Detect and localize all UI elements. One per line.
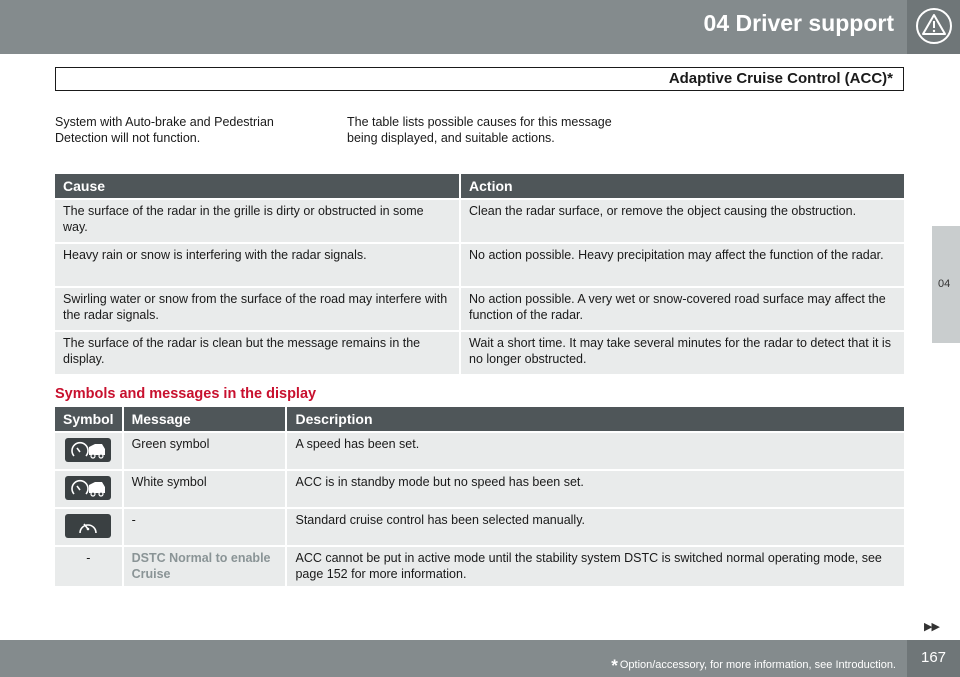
- symbol-cell: [55, 433, 122, 469]
- column-header-description: Description: [287, 407, 904, 431]
- message-cell: Green symbol: [124, 433, 286, 469]
- action-cell: Wait a short time. It may take several minutes for the radar to detect that it is no longer obstructed.: [461, 332, 904, 374]
- table-header-row: [55, 174, 904, 198]
- page-number-box: [907, 640, 960, 677]
- cause-cell: The surface of the radar is clean but the message remains in the display.: [55, 332, 459, 374]
- message-cell: -: [124, 509, 286, 545]
- action-cell: Clean the radar surface, or remove the object causing the obstruction.: [461, 200, 904, 242]
- symbol-cell: [55, 509, 122, 545]
- cruise-speedometer-icon: [65, 514, 111, 538]
- footnote-text: Option/accessory, for more information, see Introduction.: [619, 659, 896, 671]
- chapter-side-tab[interactable]: [932, 226, 960, 343]
- column-header-message: Message: [124, 407, 286, 431]
- symbol-dash: -: [86, 551, 91, 565]
- acc-car-speedometer-icon: [65, 476, 111, 500]
- symbol-cell: [55, 471, 122, 507]
- message-cell: DSTC Normal to enable Cruise: [124, 547, 286, 586]
- cause-cell: The surface of the radar in the grille is dirty or obstructed in some way.: [55, 200, 459, 242]
- cause-action-table: [53, 172, 906, 376]
- table-row: [55, 433, 904, 469]
- column-header-symbol: Symbol: [55, 407, 122, 431]
- symbols-heading: Symbols and messages in the display: [55, 386, 317, 402]
- description-cell: ACC is in standby mode but no speed has been set.: [287, 471, 904, 507]
- description-cell: Standard cruise control has been selected manually.: [287, 509, 904, 545]
- table-row: [55, 332, 904, 374]
- footnote: [611, 653, 896, 673]
- footnote-star: *: [611, 656, 618, 675]
- cause-cell: Heavy rain or snow is interfering with the radar signals.: [55, 244, 459, 286]
- table-header-row: [55, 407, 904, 431]
- warning-box: [907, 0, 960, 54]
- section-title: Adaptive Cruise Control (ACC)*: [668, 70, 893, 87]
- table-row: [55, 288, 904, 330]
- symbol-message-table: [53, 405, 906, 588]
- table-row: [55, 200, 904, 242]
- table-row: [55, 471, 904, 507]
- acc-car-speedometer-icon: [65, 438, 111, 462]
- action-cell: No action possible. Heavy precipitation may affect the function of the radar.: [461, 244, 904, 286]
- description-cell: ACC cannot be put in active mode until the stability system DSTC is switched normal operating mode, see page 152 for more information.: [287, 547, 904, 586]
- warning-triangle-icon: [914, 6, 954, 46]
- next-page-arrows-icon[interactable]: ▶▶: [924, 621, 939, 633]
- footer-bar: [0, 640, 960, 677]
- table-row: [55, 244, 904, 286]
- message-cell: White symbol: [124, 471, 286, 507]
- symbol-cell: [55, 547, 122, 586]
- intro-text-left: System with Auto-brake and Pedestrian Detection will not function.: [55, 115, 274, 145]
- section-title-bar: [55, 67, 904, 91]
- action-cell: No action possible. A very wet or snow-covered road surface may affect the function of the radar.: [461, 288, 904, 330]
- intro-text-right: The table lists possible causes for this message being displayed, and suitable actions.: [347, 115, 612, 145]
- cause-cell: Swirling water or snow from the surface of the road may interfere with the radar signals.: [55, 288, 459, 330]
- column-header-action: Action: [461, 174, 904, 198]
- column-header-cause: Cause: [55, 174, 459, 198]
- side-tab-label: 04: [938, 278, 951, 290]
- chapter-title: 04 Driver support: [703, 10, 894, 36]
- table-row: [55, 547, 904, 586]
- page-number: 167: [921, 649, 947, 666]
- chapter-header-bar: [0, 0, 960, 54]
- description-cell: A speed has been set.: [287, 433, 904, 469]
- table-row: [55, 509, 904, 545]
